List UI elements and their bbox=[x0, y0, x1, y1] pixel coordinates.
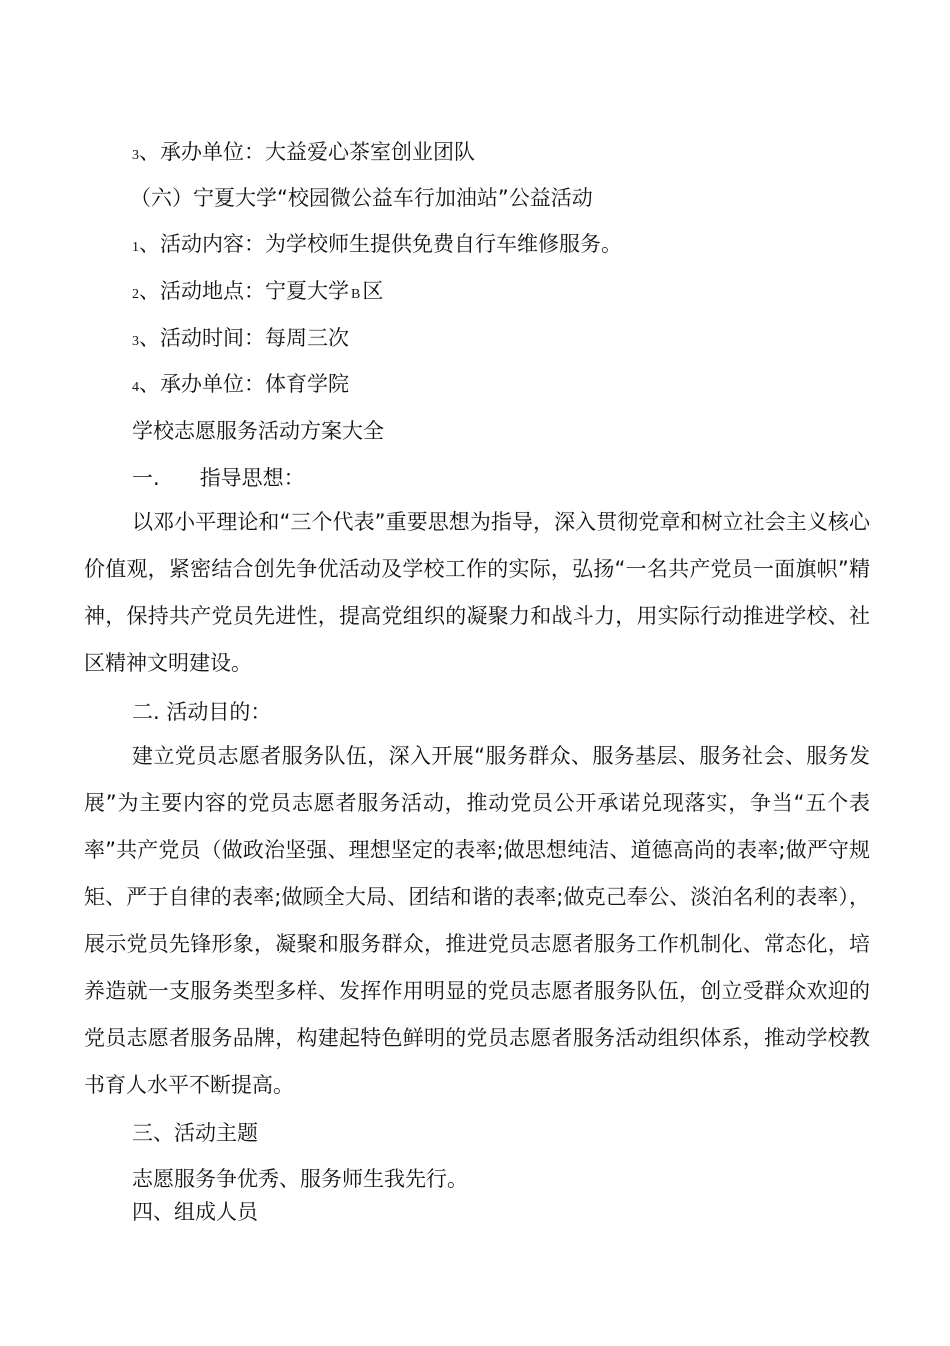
section-heading-4 bbox=[132, 1197, 258, 1227]
list-item-content bbox=[132, 229, 622, 263]
section-title: 三、活动主题 bbox=[132, 1121, 258, 1145]
activity-theme bbox=[132, 1164, 468, 1194]
title-text: 学校志愿服务活动方案大全 bbox=[132, 419, 384, 443]
paragraph-activity-purpose: 建立党员志愿者服务队伍，深入开展“服务群众、服务基层、服务社会、服务发展”为主要内容的党员志愿者服务活动，推动党员公开承诺兑现落实，争当“五个表率”共产党员（做政治坚强、理想坚定的表率;做思想纯洁、道德高尚的表率;做严守规矩、严于自律的表率;做顾全大局、团结和谐的表率;做克己奉公、淡泊名利的表率），展示党员先锋形象，凝聚和服务群众，推进党员志愿者服务工作机制化、常态化，培养造就一支服务类型多样、发挥作用明显的党员志愿者服务队伍，创立受群众欢迎的党员志愿者服务品牌，构建起特色鲜明的党员志愿者服务活动组织体系，推动学校教书育人水平不断提高。 bbox=[84, 744, 870, 1097]
section-marker: 一. bbox=[132, 466, 160, 490]
paragraph-guiding-thought: 以邓小平理论和“三个代表”重要思想为指导，深入贯彻党章和树立社会主义核心价值观，紧密结合创先争优活动及学校工作的实际，弘扬“一名共产党员一面旗帜”精神，保持共产党员先进性，提高党组织的凝聚力和战斗力，用实际行动推进学校、社区精神文明建设。 bbox=[84, 510, 870, 675]
item-number: 1 bbox=[132, 240, 139, 255]
item-number: 2 bbox=[132, 287, 139, 302]
section-heading-3 bbox=[132, 1118, 258, 1148]
list-item-organizer bbox=[132, 137, 475, 171]
subsection-title: （六）宁夏大学“校园微公益车行加油站”公益活动 bbox=[130, 186, 593, 210]
item-text-letter: B bbox=[351, 287, 361, 302]
section-title: 指导思想： bbox=[199, 466, 305, 490]
item-text: 、承办单位：大益爱心茶室创业团队 bbox=[139, 140, 475, 164]
section-heading-1 bbox=[132, 463, 305, 493]
section-title: 二. 活动目的： bbox=[132, 700, 272, 724]
list-item-location bbox=[132, 276, 383, 310]
item-number: 4 bbox=[132, 380, 139, 395]
theme-text: 志愿服务争优秀、服务师生我先行。 bbox=[132, 1167, 468, 1191]
item-text: 、活动内容：为学校师生提供免费自行车维修服务。 bbox=[139, 232, 622, 256]
item-text: 、活动地点：宁夏大学 bbox=[139, 279, 349, 303]
item-number: 3 bbox=[132, 148, 139, 163]
list-item-time bbox=[132, 323, 349, 357]
item-text: 、承办单位：体育学院 bbox=[139, 372, 349, 396]
item-text-suffix: 区 bbox=[362, 279, 384, 303]
item-number: 3 bbox=[132, 334, 139, 349]
list-item-organizer-2 bbox=[132, 369, 349, 403]
section-title: 四、组成人员 bbox=[132, 1200, 258, 1224]
document-title bbox=[132, 416, 384, 446]
section-heading-2 bbox=[132, 697, 271, 727]
subsection-heading bbox=[130, 183, 593, 213]
item-text: 、活动时间：每周三次 bbox=[139, 326, 349, 350]
